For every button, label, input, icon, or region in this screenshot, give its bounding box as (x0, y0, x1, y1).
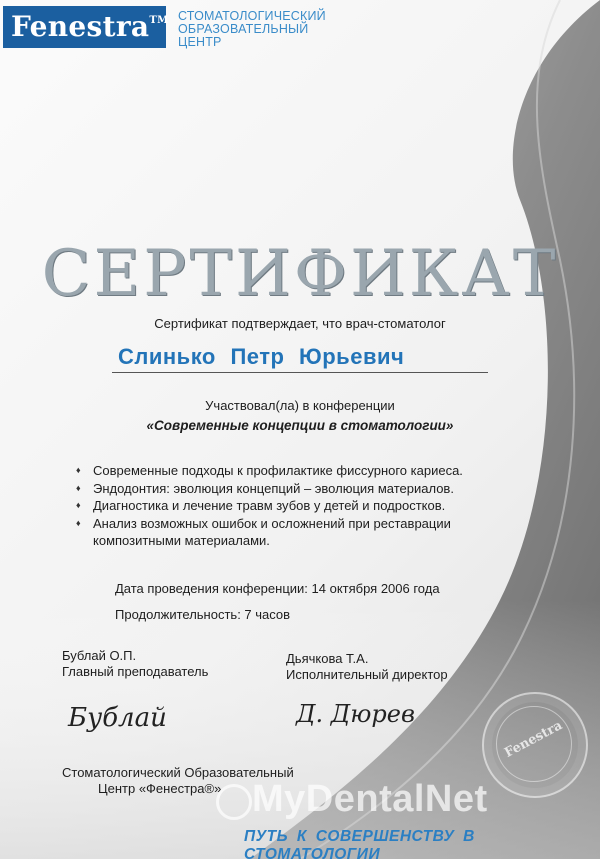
conference-duration: Продолжительность: 7 часов (115, 607, 291, 622)
slogan: ПУТЬ К СОВЕРШЕНСТВУ В СТОМАТОЛОГИИ (244, 828, 475, 859)
topic-item: ♦ Современные подходы к профилактике фиссурного кариеса. (76, 462, 516, 480)
conference-name: «Современные концепции в стоматологии» (146, 418, 454, 433)
signatory-left-role: Главный преподаватель (62, 664, 209, 679)
topic-item: ♦ Анализ возможных ошибок и осложнений при реставрации композитными материалами. (76, 515, 516, 550)
logo-tm: TM (149, 15, 169, 26)
logo-text: Fenestra (11, 10, 150, 43)
topics-list (76, 462, 516, 550)
signature-right: Д. Дюрев (296, 700, 415, 728)
logo-subtitle-line: СТОМАТОЛОГИЧЕСКИЙ (178, 9, 326, 23)
certificate-title: СЕРТИФИКАТ (41, 237, 559, 311)
topic-item: ♦ Эндодонтия: эволюция концепций – эволюция материалов. (76, 480, 516, 498)
recipient-name: Слинько Петр Юрьевич (118, 344, 405, 369)
signatory-right-name: Дьячкова Т.А. (286, 651, 369, 666)
signatory-right-role: Исполнительный директор (286, 667, 448, 682)
signatory-left-name: Бублай О.П. (62, 648, 137, 663)
participated-text: Участвовал(ла) в конференции (205, 398, 395, 413)
name-underline (112, 372, 488, 373)
watermark: MyDentalNet (252, 778, 488, 820)
conference-date: Дата проведения конференции: 14 октября 2006 года (115, 581, 440, 596)
stamp-text: Fenestra (502, 718, 565, 761)
topic-item: ♦ Диагностика и лечение травм зубов у детей и подростков. (76, 497, 516, 515)
logo-subtitle (178, 10, 368, 49)
stamp (482, 692, 588, 798)
org-line-2: Центр «Фенестра®» (98, 781, 222, 796)
logo-subtitle-line: ЦЕНТР (178, 35, 222, 49)
tooth-icon (216, 784, 252, 820)
logo-subtitle-line: ОБРАЗОВАТЕЛЬНЫЙ (178, 22, 309, 36)
signature-left: Бублай (68, 703, 167, 733)
logo (3, 6, 169, 48)
org-line-1: Стоматологический Образовательный (62, 765, 294, 780)
confirms-text: Сертификат подтверждает, что врач-стоматолог (154, 316, 446, 331)
